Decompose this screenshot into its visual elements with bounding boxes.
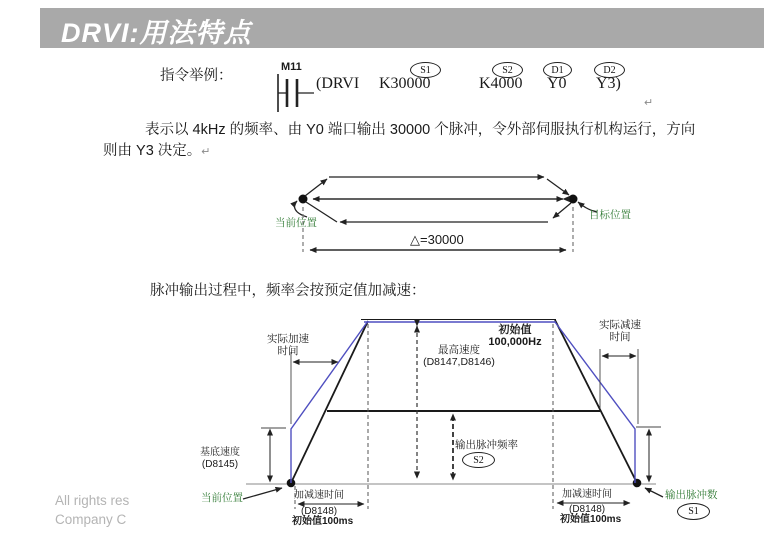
- operand-tag-s1: S1: [410, 62, 441, 78]
- opcode-text: (DRVI: [316, 75, 360, 92]
- decel-time-initial: 初始值100ms: [560, 514, 622, 525]
- instruction-example-label: 指令举例：: [160, 68, 233, 84]
- operand-value-s2: K4000: [479, 75, 523, 92]
- actual-decel-line1: 实际减速: [599, 319, 641, 331]
- actual-decel-line2: 时间: [609, 331, 631, 343]
- delta-pulses-label: △=30000: [410, 232, 464, 247]
- pulse-process-text: 脉冲输出过程中，频率会按预定值加减速：: [150, 283, 426, 299]
- operand-tag-d2: D2: [594, 62, 625, 78]
- contact-name-label: M11: [281, 61, 302, 73]
- accel-time-label: 加减速时间: [294, 490, 344, 501]
- operand-value-d1: Y0: [547, 75, 567, 92]
- target-position-label: 目标位置: [589, 209, 631, 221]
- return-mark: ↵: [644, 97, 654, 109]
- actual-decel-time-label: [589, 319, 651, 343]
- decel-time-register: (D8148): [569, 504, 606, 515]
- copyright-line1: All rights res: [55, 493, 130, 508]
- max-speed-line1: 最高速度: [438, 344, 480, 356]
- accel-time-register: (D8148): [301, 506, 338, 517]
- accel-time-initial: 初始值100ms: [292, 516, 354, 527]
- initial-value-label: [472, 324, 558, 348]
- operand-value-d2: Y3): [596, 75, 621, 92]
- operand-tag-d1: D1: [543, 62, 572, 78]
- base-speed-line1: 基底速度: [200, 447, 240, 458]
- output-frequency-label: 输出脉冲频率: [455, 439, 518, 451]
- max-speed-line2: (D8147,D8146): [423, 356, 495, 368]
- page-title: DRVI:用法特点: [61, 18, 252, 48]
- return-mark: ↵: [201, 146, 211, 158]
- actual-accel-line1: 实际加速: [267, 333, 309, 345]
- current-position-label: 当前位置: [275, 217, 317, 229]
- description-line2-text: 则由 Y3 决定。: [103, 143, 202, 159]
- copyright-line2: Company C: [55, 512, 127, 527]
- initial-value-line1: 初始值: [498, 324, 532, 336]
- chart-current-position-label: 当前位置: [201, 492, 243, 504]
- output-pulse-count-label: 输出脉冲数: [665, 489, 718, 501]
- description-line2: [103, 145, 211, 158]
- decel-time-label: 加减速时间: [562, 489, 612, 500]
- operand-value-s1: K30000: [379, 75, 431, 92]
- actual-accel-time-label: [257, 333, 319, 357]
- output-frequency-tag: S2: [462, 452, 495, 468]
- base-speed-label: [196, 447, 244, 471]
- actual-accel-line2: 时间: [277, 345, 299, 357]
- copyright-watermark: [55, 491, 129, 529]
- description-line1: 表示以 4kHz 的频率、由 Y0 端口输出 30000 个脉冲，令外部伺服执行机构运行，方向: [145, 122, 696, 138]
- initial-value-line2: 100,000Hz: [488, 336, 542, 348]
- output-pulse-count-tag: S1: [677, 503, 710, 520]
- base-speed-line2: (D8145): [201, 459, 239, 470]
- operand-tag-s2: S2: [492, 62, 523, 78]
- ladder-contact-graphic: [278, 74, 314, 112]
